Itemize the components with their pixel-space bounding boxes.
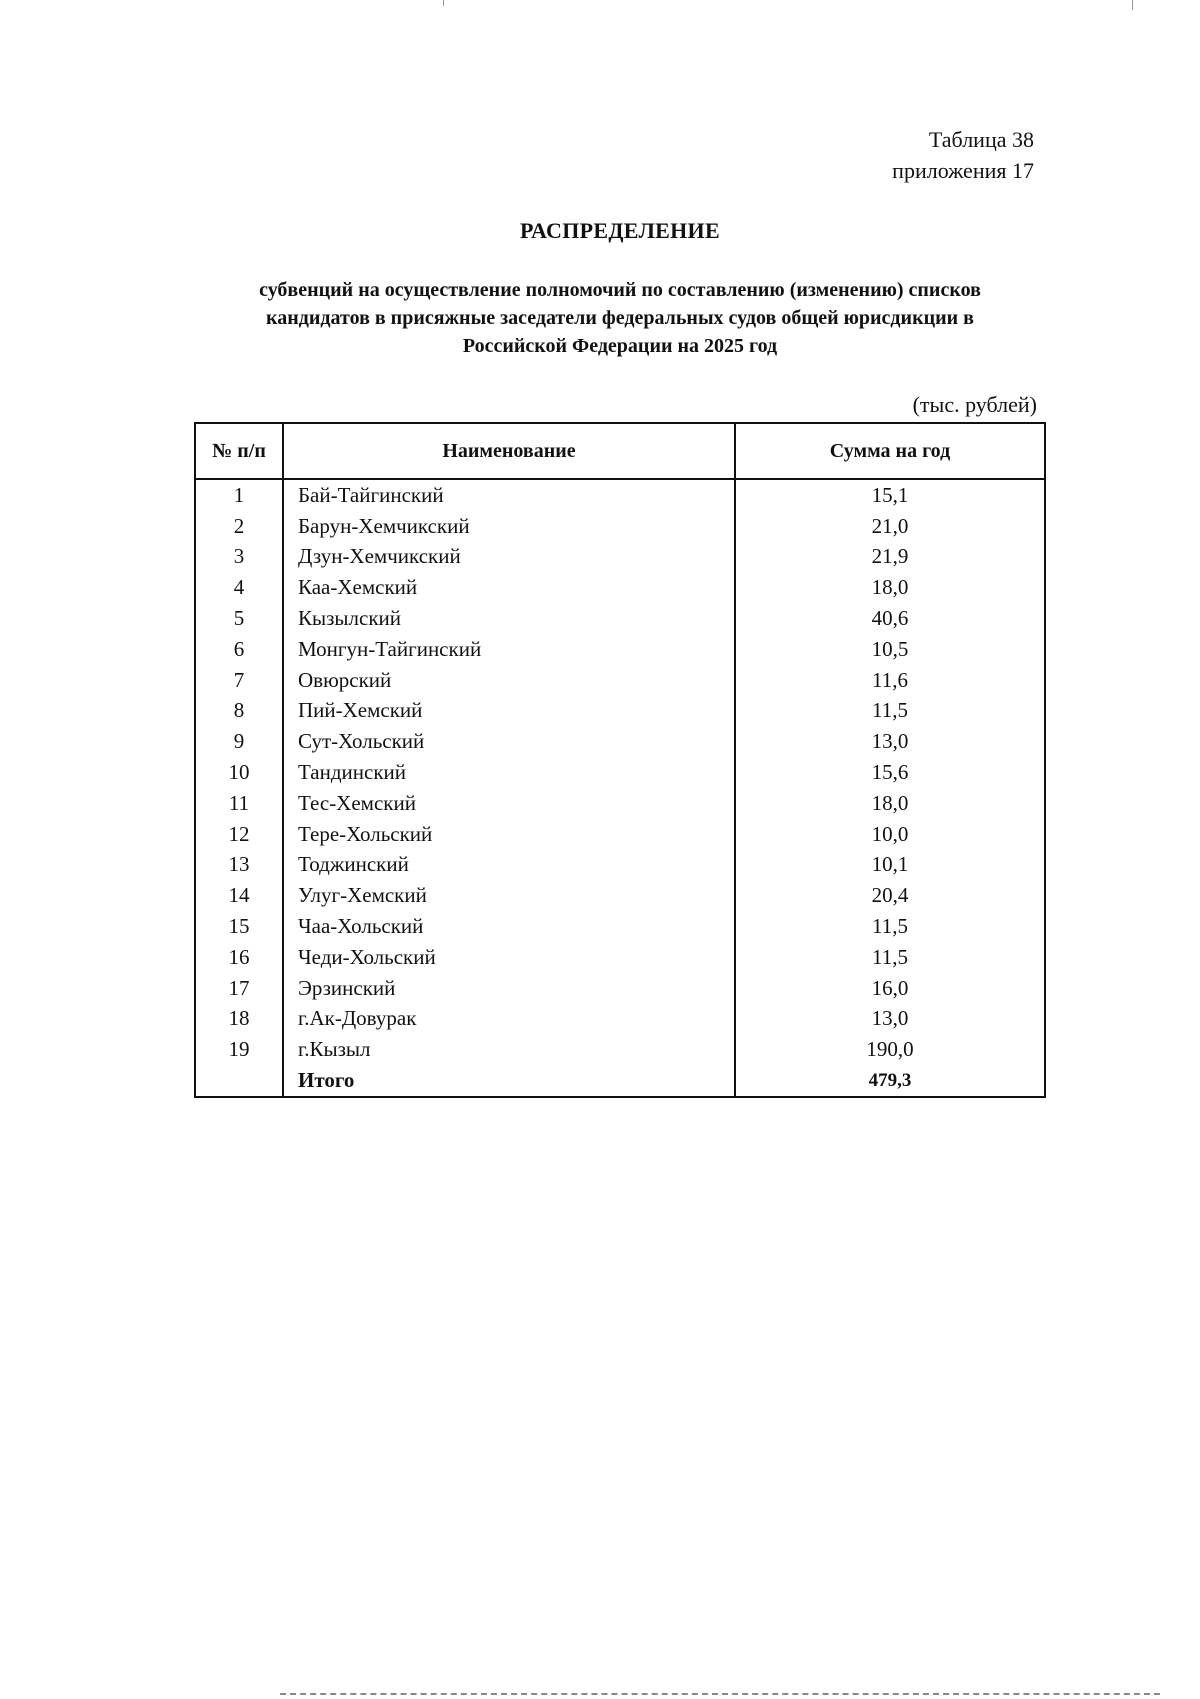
district-name: Тоджинский — [283, 850, 735, 881]
row-number: 5 — [196, 603, 283, 634]
district-name: Эрзинский — [283, 973, 735, 1004]
row-number: 19 — [196, 1034, 283, 1065]
table-row — [196, 973, 1044, 1004]
annual-sum: 11,5 — [872, 944, 908, 969]
row-number: 10 — [196, 757, 283, 788]
table-body — [196, 479, 1044, 1096]
row-number: 9 — [196, 726, 283, 757]
district-name: Бай-Тайгинский — [283, 479, 735, 511]
row-number: 7 — [196, 665, 283, 696]
header-sum: Сумма на год — [735, 424, 1044, 479]
row-number: 4 — [196, 572, 283, 603]
table-row — [196, 788, 1044, 819]
row-number: 2 — [196, 511, 283, 542]
district-name: г.Кызыл — [283, 1034, 735, 1065]
annual-sum: 18,0 — [871, 575, 909, 600]
district-name: Овюрский — [283, 665, 735, 696]
annual-sum: 15,6 — [871, 760, 909, 785]
district-name: Тандинский — [283, 757, 735, 788]
table-row — [196, 1034, 1044, 1065]
annual-sum: 11,5 — [872, 914, 908, 939]
table-number: Таблица 38 — [928, 127, 1034, 152]
district-name: Кызылский — [283, 603, 735, 634]
annual-sum: 18,0 — [871, 790, 909, 815]
annual-sum: 20,4 — [871, 883, 909, 908]
scan-artifact-bottom — [280, 1693, 1160, 1695]
table-row — [196, 850, 1044, 881]
table-row — [196, 511, 1044, 542]
table-row — [196, 1004, 1044, 1035]
total-sum: 479,3 — [868, 1070, 912, 1092]
subtitle-line-2: кандидатов в присяжные заседатели федеральных судов общей юрисдикции в — [266, 307, 974, 329]
header-number: № п/п — [196, 424, 283, 479]
annual-sum: 13,0 — [871, 1006, 909, 1031]
table-row — [196, 542, 1044, 573]
row-number: 14 — [196, 880, 283, 911]
row-number: 12 — [196, 819, 283, 850]
district-name: Сут-Хольский — [283, 726, 735, 757]
header-name: Наименование — [283, 424, 735, 479]
table-row — [196, 819, 1044, 850]
district-name: Дзун-Хемчикский — [283, 542, 735, 573]
district-name: Тере-Хольский — [283, 819, 735, 850]
annual-sum: 11,6 — [872, 667, 908, 692]
row-number: 15 — [196, 911, 283, 942]
annual-sum: 10,0 — [871, 821, 909, 846]
annual-sum: 11,5 — [872, 698, 908, 723]
scan-artifact-right — [1132, 0, 1133, 10]
subtitle-line-3: Российской Федерации на 2025 год — [462, 335, 778, 357]
document-subtitle — [190, 276, 1050, 360]
table-row — [196, 757, 1044, 788]
total-label: Итого — [283, 1065, 735, 1096]
district-name: Монгун-Тайгинский — [283, 634, 735, 665]
row-number: 16 — [196, 942, 283, 973]
table-row — [196, 665, 1044, 696]
row-number: 1 — [196, 479, 283, 511]
row-number: 13 — [196, 850, 283, 881]
district-name: Улуг-Хемский — [283, 880, 735, 911]
table-row — [196, 696, 1044, 727]
district-name: Тес-Хемский — [283, 788, 735, 819]
table-row — [196, 942, 1044, 973]
total-number-cell — [196, 1065, 283, 1096]
scan-artifact-top — [443, 0, 444, 6]
district-name: Пий-Хемский — [283, 696, 735, 727]
table-row — [196, 634, 1044, 665]
table-row — [196, 911, 1044, 942]
annual-sum: 13,0 — [871, 729, 909, 754]
annual-sum: 15,1 — [871, 482, 909, 507]
table-row — [196, 880, 1044, 911]
annual-sum: 21,9 — [871, 544, 909, 569]
row-number: 8 — [196, 696, 283, 727]
distribution-table — [194, 422, 1046, 1098]
annual-sum: 10,1 — [871, 852, 909, 877]
appendix-number: приложения 17 — [892, 158, 1034, 183]
document-title: РАСПРЕДЕЛЕНИЕ — [520, 218, 720, 243]
table-row — [196, 726, 1044, 757]
table-row — [196, 479, 1044, 511]
district-name: Чеди-Хольский — [283, 942, 735, 973]
row-number: 17 — [196, 973, 283, 1004]
row-number: 3 — [196, 542, 283, 573]
district-name: Каа-Хемский — [283, 572, 735, 603]
subtitle-line-1: субвенций на осуществление полномочий по составлению (изменению) списков — [259, 279, 981, 301]
district-name: Барун-Хемчикский — [283, 511, 735, 542]
total-row — [196, 1065, 1044, 1096]
table-header-row — [196, 424, 1044, 479]
annual-sum: 40,6 — [871, 606, 909, 631]
table-row — [196, 572, 1044, 603]
annual-sum: 190,0 — [866, 1037, 914, 1062]
appendix-reference — [892, 124, 1034, 186]
row-number: 11 — [196, 788, 283, 819]
district-name: г.Ак-Довурак — [283, 1004, 735, 1035]
annual-sum: 21,0 — [871, 513, 909, 538]
district-name: Чаа-Хольский — [283, 911, 735, 942]
annual-sum: 10,5 — [871, 636, 909, 661]
row-number: 6 — [196, 634, 283, 665]
row-number: 18 — [196, 1004, 283, 1035]
table-row — [196, 603, 1044, 634]
annual-sum: 16,0 — [871, 975, 909, 1000]
units-label: (тыс. рублей) — [912, 392, 1037, 417]
